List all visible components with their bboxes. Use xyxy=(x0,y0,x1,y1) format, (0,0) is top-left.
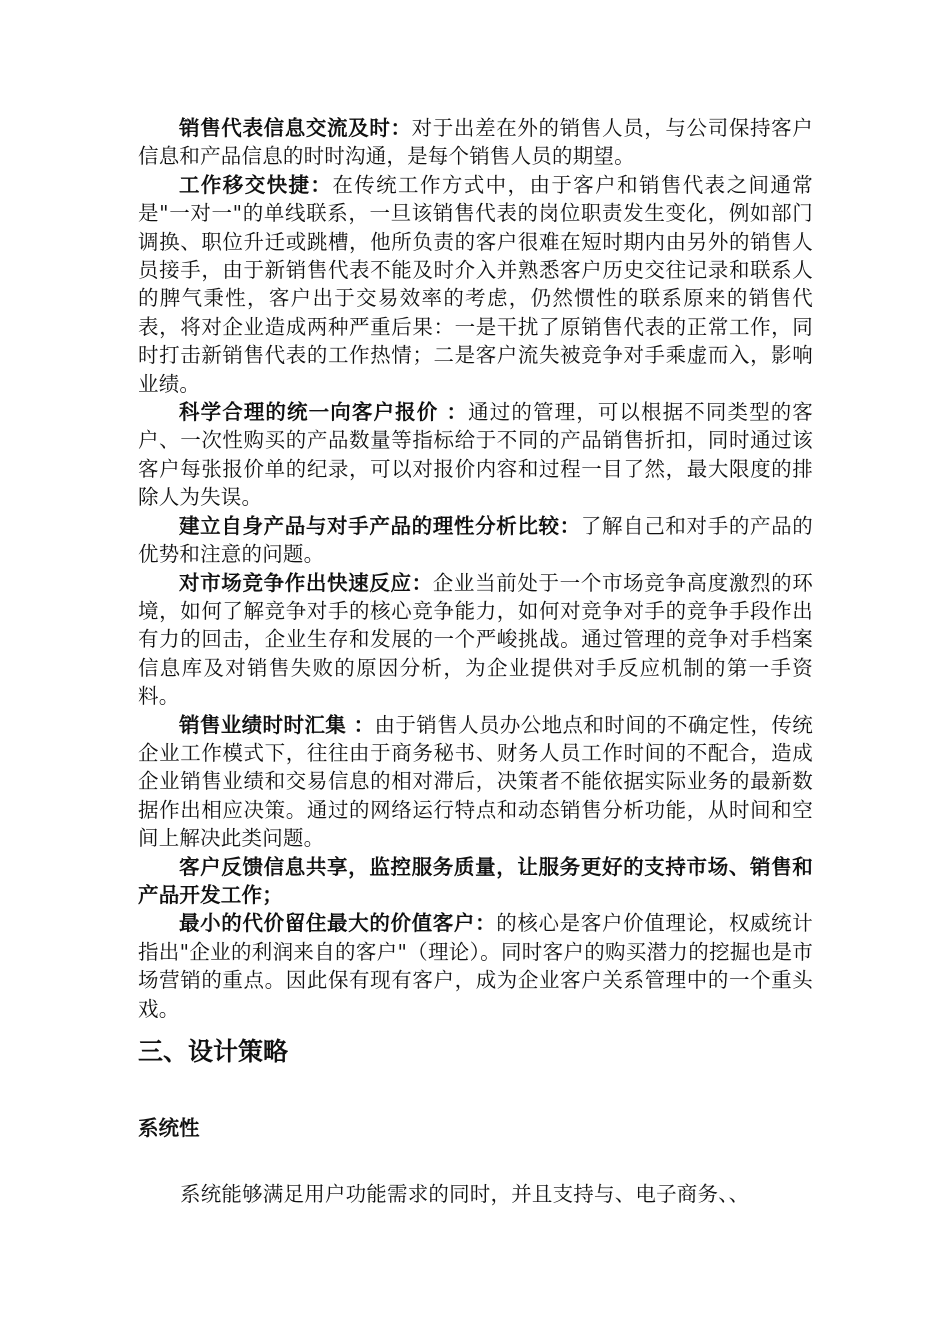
paragraph-lead: 销售业绩时时汇集 ： xyxy=(179,712,375,737)
paragraph-lead: 销售代表信息交流及时： xyxy=(179,116,412,140)
paragraph-body: 通过的管理，可以根据不同类型的客户、一次性购买的产品数量等指标给于不同的产品销售折扣，同时通过该客户每张报价单的纪录，可以对报价内容和过程一目了然，最大限度的排除人为失误。 xyxy=(138,400,814,510)
paragraph-handover xyxy=(138,171,813,398)
paragraph-lead: 科学合理的统一向客户报价 ： xyxy=(179,400,469,425)
paragraph-value-customer xyxy=(138,909,813,1023)
paragraph-sales-info xyxy=(138,114,813,171)
paragraph-body: 的核心是客户价值理论，权威统计指出"企业的利润来自的客户"（理论）。同时客户的购买潜力的挖掘也是市场营销的重点。因此保有现有客户，成为企业客户关系管理中的一个重头戏。 xyxy=(138,911,814,1021)
paragraph-lead: 建立自身产品与对手产品的理性分析比较： xyxy=(179,513,581,538)
paragraph-quotation xyxy=(138,398,813,512)
paragraph-feedback-sharing xyxy=(138,853,813,910)
paragraph-body: 对于出差在外的销售人员，与公司保持客户信息和产品信息的时时沟通，是每个销售人员的期望。 xyxy=(138,116,813,169)
paragraph-lead: 最小的代价留住最大的价值客户： xyxy=(179,911,497,936)
paragraph-systematic: 系统能够满足用户功能需求的同时，并且支持与、电子商务、、 xyxy=(180,1182,750,1206)
paragraph-lead: 客户反馈信息共享，监控服务质量，让服务更好的支持市场、销售和产品开发工作； xyxy=(138,854,813,907)
document-page xyxy=(138,114,814,1206)
paragraph-body: 企业当前处于一个市场竞争高度激烈的环境，如何了解竞争对手的核心竞争能力，如何对竞争对手的竞争手段作出有力的回击，企业生存和发展的一个严峻挑战。通过管理的竞争对手档案信息库及对销售失败的原因分析，为企业提供对手反应机制的第一手资料。 xyxy=(138,570,813,709)
paragraph-lead: 工作移交快捷： xyxy=(179,172,333,197)
paragraph-market-response xyxy=(138,569,813,711)
paragraph-body: 由于销售人员办公地点和时间的不确定性，传统企业工作模式下，往往由于商务秘书、财务人员工作时间的不配合，造成企业销售业绩和交易信息的相对滞后，决策者不能依据实际业务的最新数据作出相应决策。通过的网络运行特点和动态销售分析功能，从时间和空间上解决此类问题。 xyxy=(138,712,814,851)
paragraph-body: 了解自己和对手的产品的优势和注意的问题。 xyxy=(138,513,813,567)
paragraph-lead: 对市场竞争作出快速反应： xyxy=(179,570,433,595)
paragraph-body: 在传统工作方式中，由于客户和销售代表之间通常是"一对一"的单线联系，一旦该销售代表的岗位职责发生变化，例如部门调换、职位升迁或跳槽，他所负责的客户很难在短时期内由另外的销售人员接手，由于新销售代表不能及时介入并熟悉客户历史交往记录和联系人的脾气秉性，客户出于交易效率的考虑，仍然惯性的联系原来的销售代表，将对企业造成两种严重后果：一是干扰了原销售代表的正常工作，同时打击新销售代表的工作热情；二是客户流失被竞争对手乘虚而入，影响业绩。 xyxy=(138,172,813,396)
paragraph-sales-summary xyxy=(138,711,813,853)
subsection-heading: 系统性 xyxy=(138,1116,200,1140)
paragraph-product-compare xyxy=(138,512,813,569)
section-heading: 三、设计策略 xyxy=(138,1037,289,1066)
